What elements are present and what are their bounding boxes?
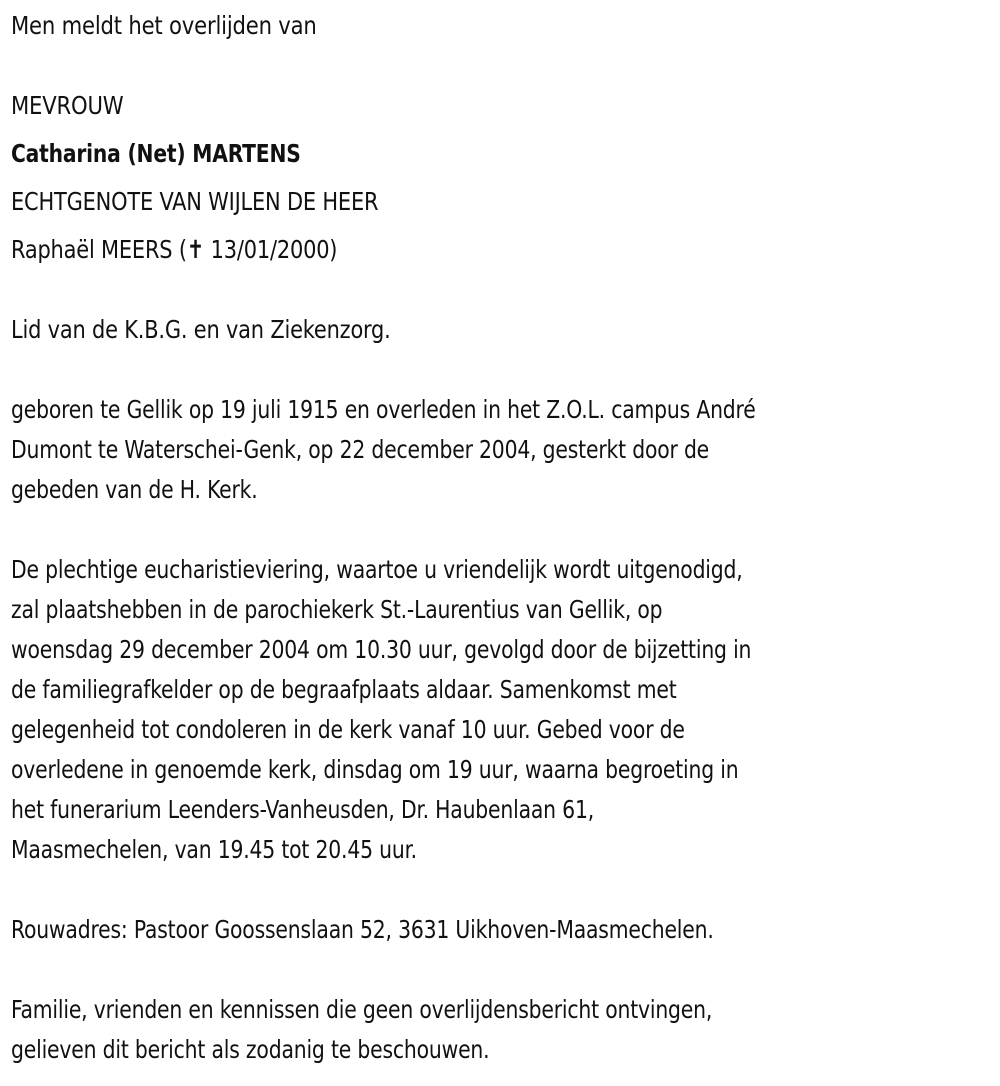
paragraph-line: de familiegrafkelder op de begraafplaats aldaar. Samenkomst met (11, 675, 677, 704)
ceremony-line (11, 670, 746, 710)
ceremony-line (11, 550, 819, 590)
ceremony-line (11, 590, 731, 630)
ceremony-line (11, 750, 815, 790)
paragraph-line: overledene in genoemde kerk, dinsdag om 19 uur, waarna begroeting in (11, 755, 739, 784)
paragraph-line: gelieven dit bericht als zodanig te beschouwen. (11, 1035, 490, 1064)
relation-text-content: ECHTGENOTE VAN WIJLEN DE HEER (11, 187, 379, 216)
mourning-address-content: Rouwadres: Pastoor Goossenslaan 52, 3631 Uikhoven-Maasmechelen. (11, 915, 714, 944)
mourning-address (11, 910, 787, 950)
paragraph-line: gebeden van de H. Kerk. (11, 475, 258, 504)
membership-text-content: Lid van de K.B.G. en van Ziekenzorg. (11, 315, 391, 344)
paragraph-line: zal plaatshebben in de parochiekerk St.-Laurentius van Gellik, op (11, 595, 663, 624)
paragraph-line: De plechtige eucharistieviering, waartoe u vriendelijk wordt uitgenodigd, (11, 555, 743, 584)
ceremony-line (11, 790, 655, 830)
spouse-text (11, 230, 362, 270)
deceased-name (11, 134, 333, 174)
intro-text-content: Men meldt het overlijden van (11, 11, 317, 40)
honorific (11, 86, 131, 126)
closing-line (11, 990, 786, 1030)
birth-death-line (11, 430, 782, 470)
closing-line (11, 1030, 540, 1070)
ceremony-line (11, 830, 460, 870)
paragraph-line: het funerarium Leenders-Vanheusden, Dr. Haubenlaan 61, (11, 795, 595, 824)
relation-text (11, 182, 406, 222)
paragraph-line: woensdag 29 december 2004 om 10.30 uur, gevolgd door de bijzetting in (11, 635, 752, 664)
intro-text (11, 6, 336, 46)
birth-death-line (11, 390, 834, 430)
deceased-name-content: Catharina (Net) MARTENS (11, 139, 301, 168)
honorific-content: MEVROUW (11, 91, 124, 120)
ceremony-line (11, 710, 755, 750)
paragraph-line: Maasmechelen, van 19.45 tot 20.45 uur. (11, 835, 417, 864)
paragraph-line: geboren te Gellik op 19 juli 1915 en overleden in het Z.O.L. campus André (11, 395, 756, 424)
paragraph-line: Familie, vrienden en kennissen die geen overlijdensbericht ontvingen, (11, 995, 713, 1024)
birth-death-line (11, 470, 283, 510)
ceremony-line (11, 630, 829, 670)
paragraph-line: gelegenheid tot condoleren in de kerk vanaf 10 uur. Gebed voor de (11, 715, 685, 744)
membership-text (11, 310, 419, 350)
paragraph-line: Dumont te Waterschei-Genk, op 22 december 2004, gesterkt door de (11, 435, 710, 464)
spouse-text-content: Raphaël MEERS (✝ 13/01/2000) (11, 235, 338, 264)
